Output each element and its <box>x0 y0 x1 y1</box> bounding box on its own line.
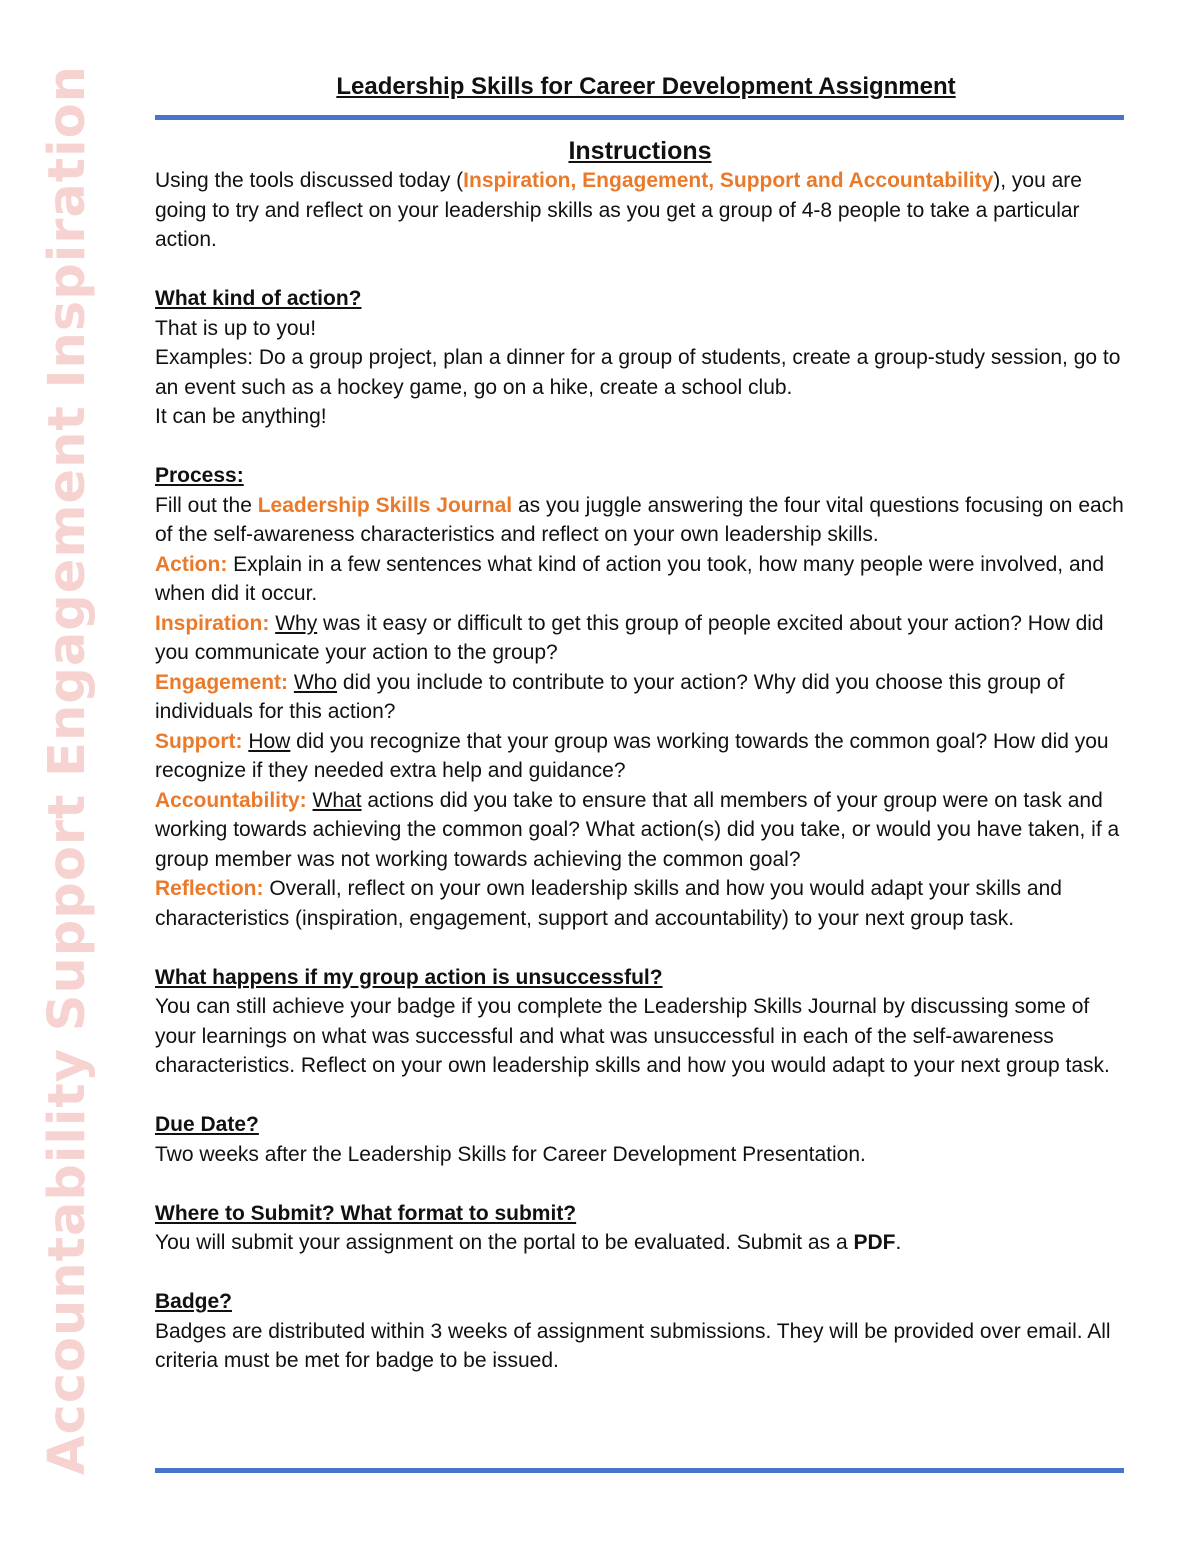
support-label: Support: <box>155 729 243 753</box>
badge-heading: Badge? <box>155 1290 233 1313</box>
due-date-text: Two weeks after the Leadership Skills for Career Development Presentation. <box>155 1142 866 1166</box>
submit-text <box>155 1228 1125 1258</box>
process-engagement <box>155 668 1125 727</box>
banner-word-support: Support <box>38 793 97 1032</box>
bottom-divider <box>155 1468 1124 1473</box>
journal-highlight: Leadership Skills Journal <box>257 493 513 517</box>
support-text: did you recognize that your group was working towards the common goal? How did you recognize if they needed extra help and guidance? <box>155 729 1109 782</box>
action-kind-heading: What kind of action? <box>155 287 362 310</box>
accountability-keyword: What <box>312 788 362 812</box>
side-banner <box>38 65 97 1475</box>
support-keyword: How <box>248 729 291 753</box>
top-divider <box>155 115 1124 120</box>
process-intro <box>155 491 1125 550</box>
unsuccessful-heading: What happens if my group action is unsuccessful? <box>155 965 663 989</box>
action-kind-line3: It can be anything! <box>155 405 327 428</box>
instructions-intro <box>155 166 1125 255</box>
submit-text-after: . <box>895 1231 902 1254</box>
intro-text-before: Using the tools discussed today ( <box>155 169 464 192</box>
accountability-text: actions did you take to ensure that all members of your group were on task and working towards achieving the common goal? What action(s) did you take, or would you have taken, if a group member was not working towards achieving the common goal? <box>155 788 1120 871</box>
document-page <box>155 70 1125 1376</box>
action-kind-line1: That is up to you! <box>155 316 317 340</box>
engagement-keyword: Who <box>293 670 338 694</box>
submit-text-before: You will submit your assignment on the portal to be evaluated. Submit as a <box>155 1231 854 1254</box>
process-reflection <box>155 874 1125 933</box>
banner-word-inspiration: Inspiration <box>38 65 97 389</box>
action-label: Action: <box>155 552 228 576</box>
action-kind-examples: Examples: Do a group project, plan a dinner for a group of students, create a group-study session, go to an event such as a hockey game, go on a hike, create a school club. <box>155 346 1121 399</box>
process-accountability <box>155 786 1125 875</box>
due-date-heading: Due Date? <box>155 1113 259 1136</box>
process-intro-after: as you juggle answering the four vital questions focusing on each of the self-awareness characteristics and reflect on your own leadership skills. <box>155 493 1124 546</box>
inspiration-text: was it easy or difficult to get this group of people excited about your action? How did you communicate your action to the group? <box>155 611 1104 664</box>
banner-word-engagement: Engagement <box>38 405 97 777</box>
process-action <box>155 550 1125 609</box>
reflection-text: Overall, reflect on your own leadership skills and how you would adapt your skills and characteristics (inspiration, engagement, support and accountability) to your next group task. <box>155 877 1062 930</box>
process-support <box>155 727 1125 786</box>
banner-word-accountability: Accountability <box>38 1048 97 1475</box>
badge-text: Badges are distributed within 3 weeks of assignment submissions. They will be provided over email. All criteria must be met for badge to be issued. <box>155 1319 1111 1372</box>
intro-text-after: ), you are going to try and reflect on your leadership skills as you get a group of 4-8 people to take a particular action. <box>155 169 1082 251</box>
document-title: Leadership Skills for Career Development Assignment <box>336 73 956 100</box>
process-intro-before: Fill out the <box>155 493 258 517</box>
process-inspiration <box>155 609 1125 668</box>
submit-heading: Where to Submit? What format to submit? <box>155 1201 577 1225</box>
instructions-heading: Instructions <box>568 137 712 165</box>
reflection-label: Reflection: <box>155 877 264 900</box>
process-heading: Process: <box>155 464 244 487</box>
inspiration-keyword: Why <box>275 611 318 635</box>
inspiration-label: Inspiration: <box>155 611 270 635</box>
engagement-label: Engagement: <box>155 670 289 694</box>
submit-format: PDF <box>853 1231 896 1254</box>
action-text: Explain in a few sentences what kind of action you took, how many people were involved, and when did it occur. <box>155 552 1105 605</box>
intro-highlight: Inspiration, Engagement, Support and Accountability <box>463 169 994 192</box>
unsuccessful-text: You can still achieve your badge if you complete the Leadership Skills Journal by discussing some of your learnings on what was successful and what was unsuccessful in each of the self-awareness characteristics. Reflect on your own leadership skills and how you would adapt to your next group task. <box>155 995 1110 1077</box>
accountability-label: Accountability: <box>155 788 307 812</box>
engagement-text: did you include to contribute to your action? Why did you choose this group of individuals for this action? <box>155 670 1065 723</box>
